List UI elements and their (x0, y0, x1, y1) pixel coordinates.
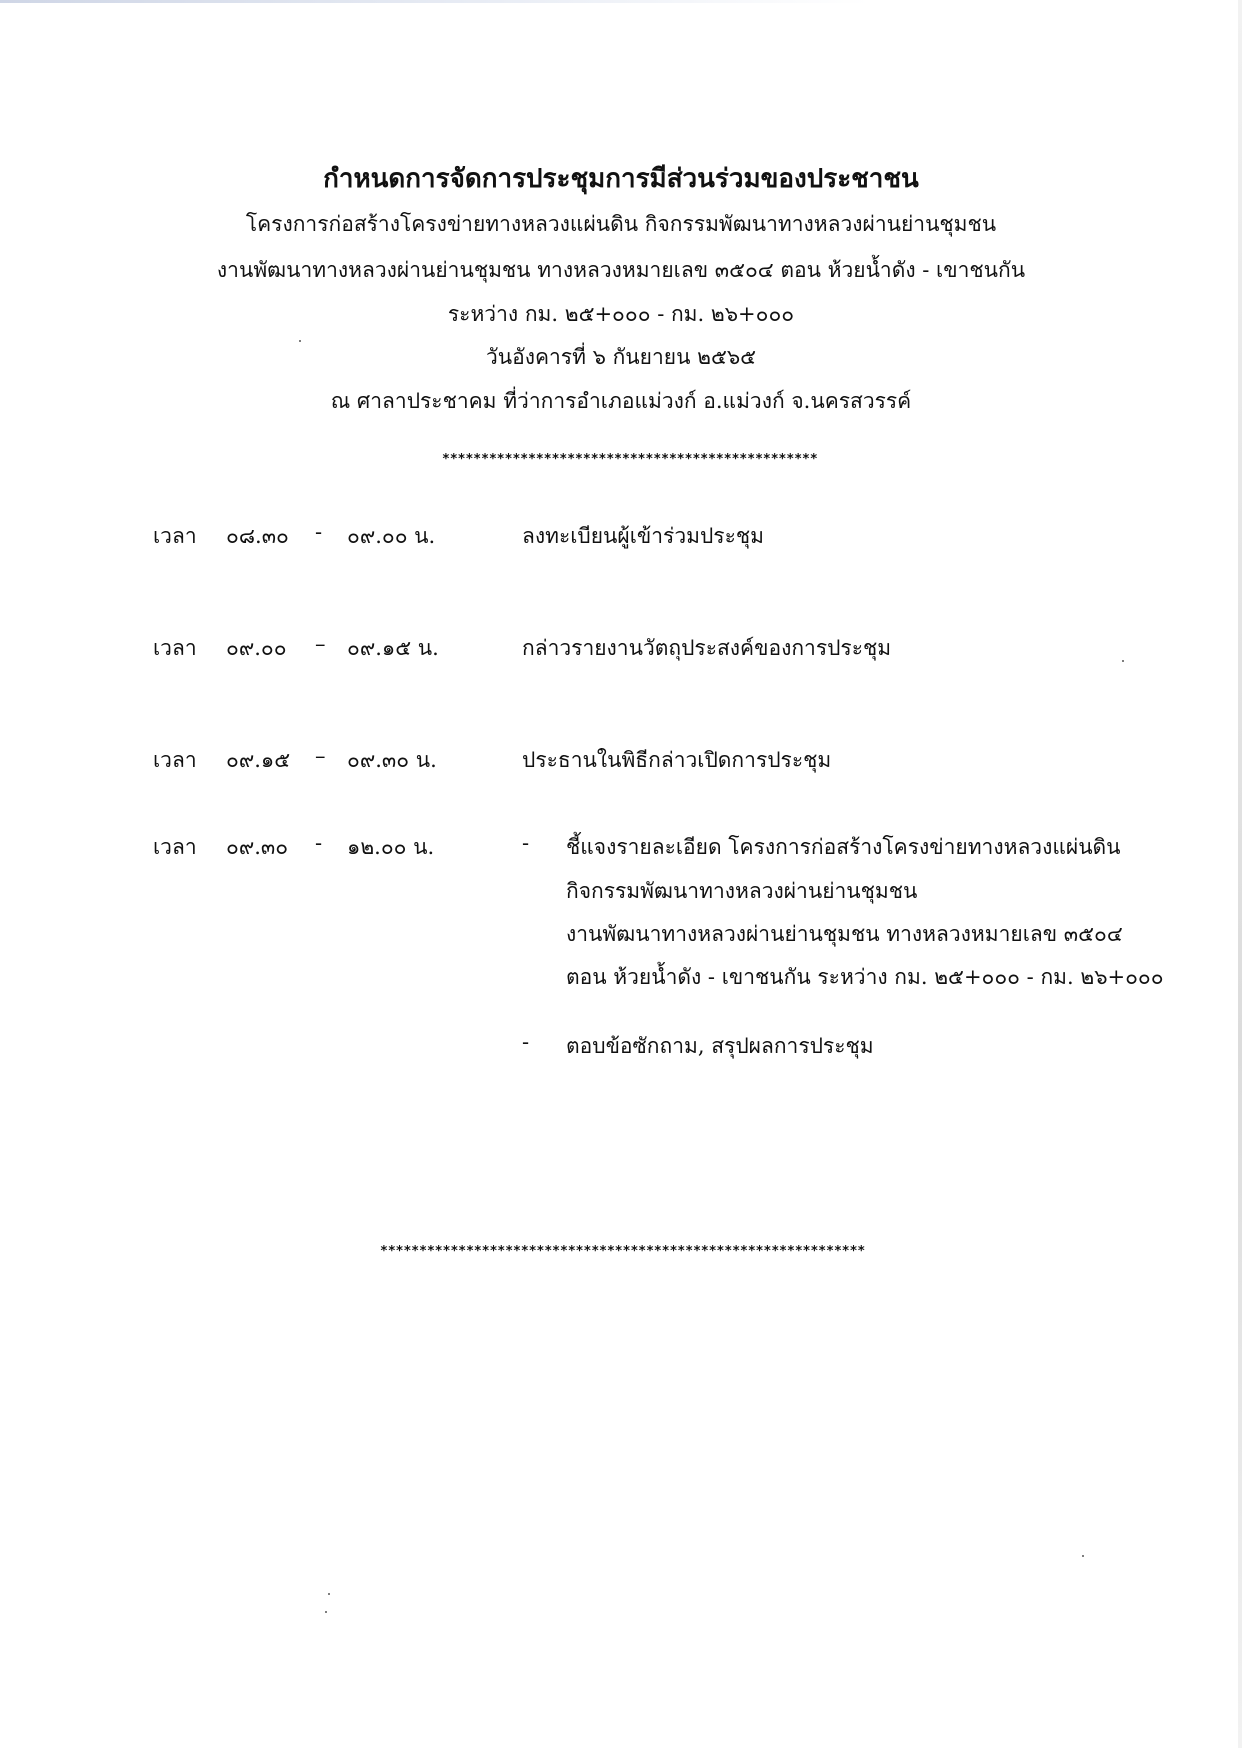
agenda-item-2-bullet: - (522, 1030, 530, 1054)
scan-top-edge (0, 0, 1242, 3)
meeting-date-line: วันอังคารที่ ๖ กันยายน ๒๕๖๕ (485, 345, 757, 369)
schedule-row-2-start: ๐๙.๐๐ (226, 636, 287, 660)
schedule-row-2-description: กล่าวรายงานวัตถุประสงค์ของการประชุม (522, 636, 892, 660)
schedule-row-1-start: ๐๘.๓๐ (226, 524, 289, 548)
agenda-item-1-bullet: - (522, 831, 530, 855)
schedule-row-1-dash: - (315, 520, 323, 544)
document-title: กำหนดการจัดการประชุมการมีส่วนร่วมของประชาชน (323, 164, 919, 194)
schedule-row-1-label: เวลา (153, 524, 197, 548)
schedule-row-2-end: ๐๙.๑๕ น. (347, 636, 439, 660)
schedule-row-1-end: ๐๙.๐๐ น. (347, 524, 436, 548)
schedule-row-4-label: เวลา (153, 835, 197, 859)
meeting-venue-line: ณ ศาลาประชาคม ที่ว่าการอำเภอแม่วงก์ อ.แม่วงก์ จ.นครสวรรค์ (330, 389, 912, 413)
scan-speck (1122, 660, 1124, 662)
separator-bottom: ************************************************************** (380, 1244, 866, 1259)
scan-speck (328, 1593, 330, 1595)
project-name-line: โครงการก่อสร้างโครงข่ายทางหลวงแผ่นดิน กิจกรรมพัฒนาทางหลวงผ่านย่านชุมชน (245, 212, 997, 236)
highway-section-line: งานพัฒนาทางหลวงผ่านย่านชุมชน ทางหลวงหมายเลข ๓๕๐๔ ตอน ห้วยน้ำดัง - เขาชนกัน (216, 258, 1026, 282)
scan-speck (325, 1611, 327, 1613)
km-range-line: ระหว่าง กม. ๒๕+๐๐๐ - กม. ๒๖+๐๐๐ (447, 302, 795, 326)
agenda-item-1-line-1: ชี้แจงรายละเอียด โครงการก่อสร้างโครงข่ายทางหลวงแผ่นดิน (566, 835, 1121, 859)
schedule-row-4-dash: - (315, 831, 323, 855)
schedule-row-2-dash: – (315, 632, 326, 656)
scan-speck (299, 340, 301, 342)
schedule-row-3-dash: – (315, 744, 326, 768)
schedule-row-4-start: ๐๙.๓๐ (226, 835, 289, 859)
schedule-row-3-label: เวลา (153, 748, 197, 772)
scan-speck (1082, 1555, 1084, 1557)
agenda-item-1-line-4: ตอน ห้วยน้ำดัง - เขาชนกัน ระหว่าง กม. ๒๕+๐๐๐ - กม. ๒๖+๐๐๐ (566, 965, 1164, 989)
agenda-item-2-line-1: ตอบข้อซักถาม, สรุปผลการประชุม (566, 1034, 874, 1058)
schedule-row-3-end: ๐๙.๓๐ น. (347, 748, 437, 772)
agenda-item-1-line-3: งานพัฒนาทางหลวงผ่านย่านชุมชน ทางหลวงหมายเลข ๓๕๐๔ (566, 922, 1123, 946)
schedule-row-4-end: ๑๒.๐๐ น. (347, 835, 435, 859)
schedule-row-3-start: ๐๙.๑๕ (226, 748, 291, 772)
agenda-item-1-line-2: กิจกรรมพัฒนาทางหลวงผ่านย่านชุมชน (566, 879, 918, 903)
schedule-row-3-description: ประธานในพิธีกล่าวเปิดการประชุม (522, 748, 832, 772)
separator-top: ************************************************ (442, 452, 818, 467)
schedule-row-1-description: ลงทะเบียนผู้เข้าร่วมประชุม (522, 524, 764, 548)
schedule-row-2-label: เวลา (153, 636, 197, 660)
